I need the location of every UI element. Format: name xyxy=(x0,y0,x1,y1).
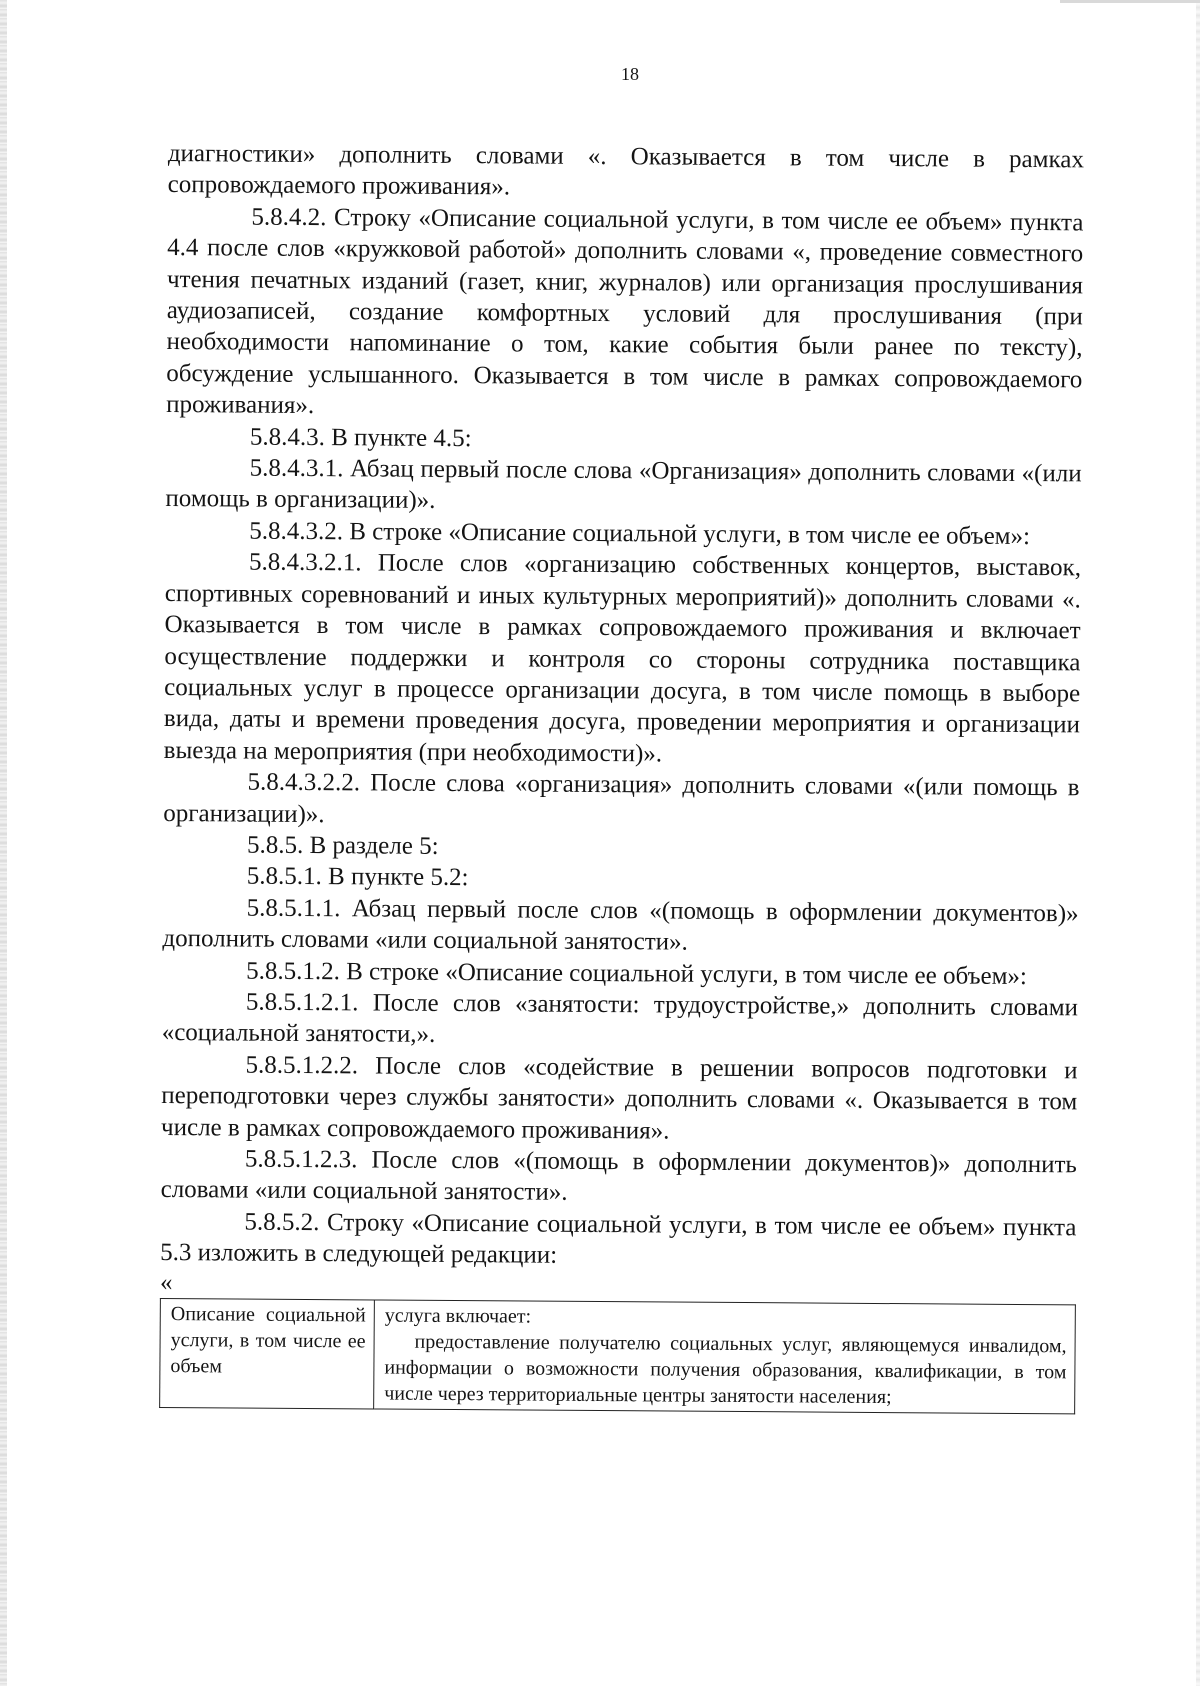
paragraph: диагностики» дополнить словами «. Оказывается в том числе в рамках сопровождаемого проживания». xyxy=(167,139,1084,201)
paragraph: 5.8.4.3.1. Абзац первый после слова «Организация» дополнить словами «(или помощь в организации)». xyxy=(165,454,1082,515)
paragraph: 5.8.5.1. В пункте 5.2: xyxy=(246,862,469,892)
paragraph: 5.8.5.1.1. Абзац первый после слов «(помощь в оформлении документов)» дополнить словами «или социальной занятости». xyxy=(162,894,1079,956)
opening-quote-mark: « xyxy=(159,1268,173,1296)
paragraph: 5.8.4.3.2. В строке «Описание социальной услуги, в том числе ее объем»: xyxy=(249,517,1031,550)
paragraph: 5.8.4.3. В пункте 4.5: xyxy=(249,423,472,452)
paragraph: 5.8.5.1.2. В строке «Описание социальной услуги, в том числе ее объем»: xyxy=(246,957,1028,990)
paragraph: 5.8.5.2. Строку «Описание социальной услуги, в том числе ее объем» пункта 5.3 изложить в следующей редакции: xyxy=(160,1208,1077,1269)
table-intro: услуга включает: xyxy=(384,1304,532,1328)
paragraph: 5.8.5.1.2.2. После слов «содействие в решении вопросов подготовки и переподготовки через службы занятости» дополнить словами «. Оказывается в том числе в рамках сопровождаемого проживания». xyxy=(161,1051,1078,1145)
paragraph: 5.8.5.1.2.1. После слов «занятости: трудоустройстве,» дополнить словами «социальной занятости,». xyxy=(161,988,1079,1049)
scan-corner-mark xyxy=(1060,0,1200,3)
page-number: 18 xyxy=(621,64,639,84)
table-row xyxy=(160,1298,1076,1413)
table-item: предоставление получателю социальных услуг, являющемуся инвалидом, информации о возможности получения образования, квалификации, в том числе через территориальные центры занятости населения; xyxy=(384,1330,1067,1408)
paragraph: 5.8.4.3.2.2. После слова «организация» дополнить словами «(или помощь в организации)». xyxy=(163,768,1080,828)
paragraph: 5.8.4.3.2.1. После слов «организацию собственных концертов, выставок, спортивных соревнований и иных культурных мероприятий)» дополнить словами «. Оказывается в том числе в рамках сопровождаемого проживания и включает осуществление поддержки и контроля со стороны сотрудника поставщика социальных услуг в процессе организации досуга, в том числе помощь в выборе вида, даты и времени проведения досуга, проведении мероприятия и организации выезда на мероприятия (при необходимости)». xyxy=(163,548,1082,768)
scan-edge-left xyxy=(0,0,7,1686)
paragraph: 5.8.4.2. Строку «Описание социальной услуги, в том числе ее объем» пункта 4.4 после слов «кружковой работой» дополнить словами «, проведение совместного чтения печатных изданий (газет, книг, журналов) или организация прослушивания аудиозаписей, создание комфортных условий для прослушивания (при необходимости напоминание о том, какие события были ранее по тексту), обсуждение услышанного. Оказывается в том числе в рамках сопровождаемого проживания». xyxy=(166,203,1084,420)
paragraph: 5.8.5.1.2.3. После слов «(помощь в оформлении документов)» дополнить словами «или социальной занятости». xyxy=(160,1145,1077,1207)
document-body xyxy=(159,138,1084,1414)
table-text-cell xyxy=(374,1300,1076,1414)
paragraph: 5.8.5. В разделе 5: xyxy=(246,831,439,860)
table-label-cell: Описание социальной услуги, в том числе ее объем xyxy=(160,1298,375,1408)
service-description-table xyxy=(159,1298,1076,1414)
scan-edge-right xyxy=(1196,0,1200,1686)
